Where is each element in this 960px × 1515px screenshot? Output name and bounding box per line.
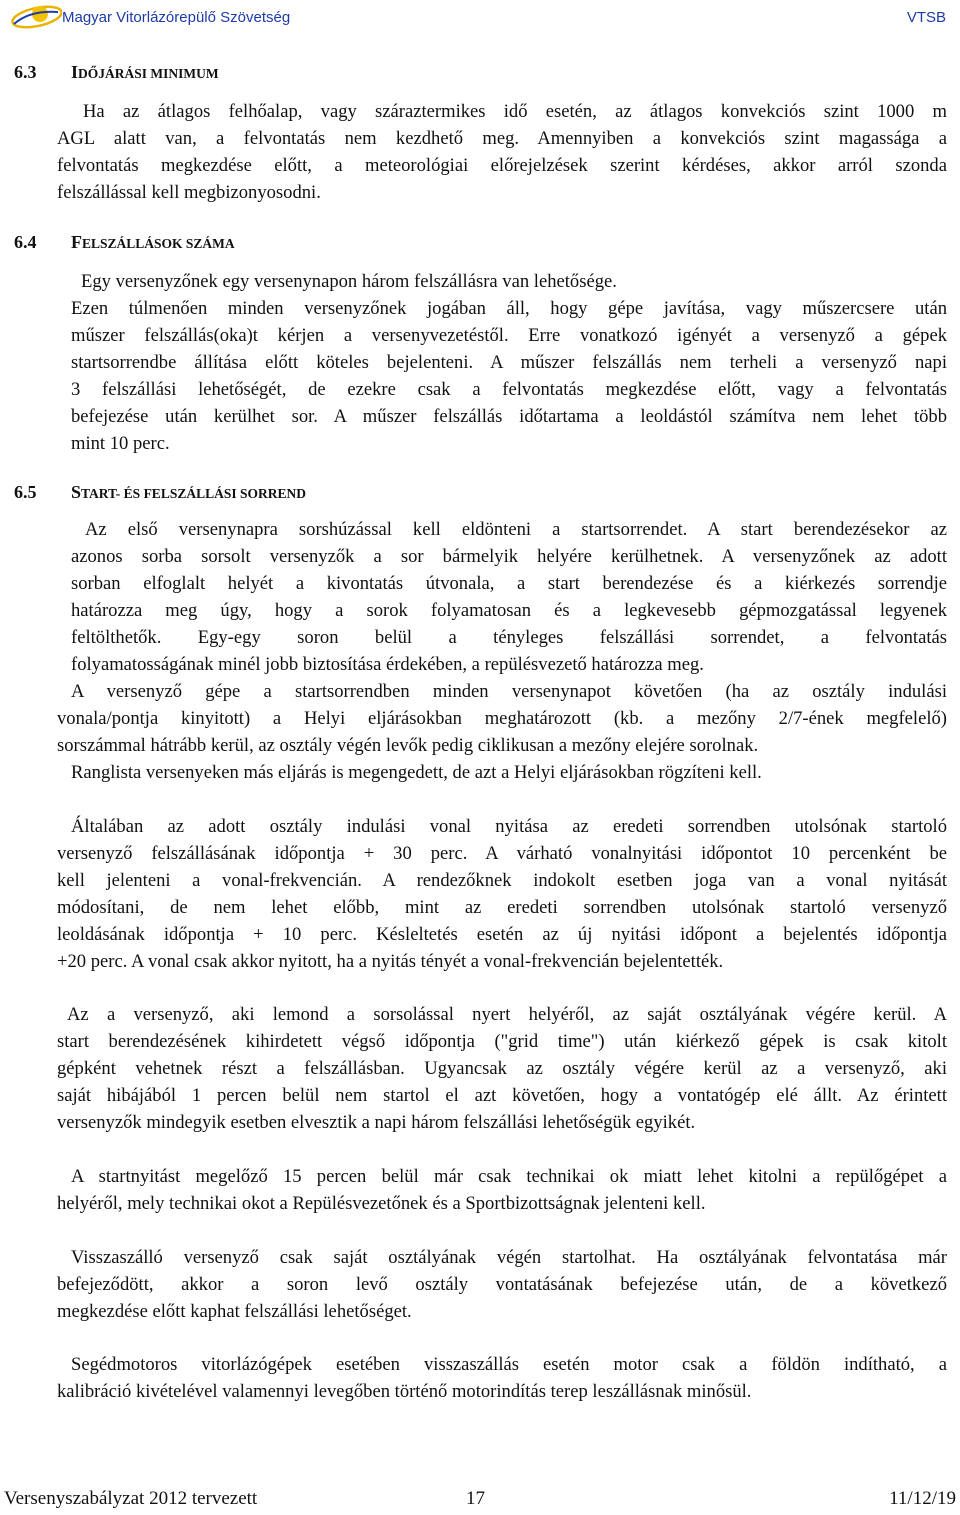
paragraph-6-5-1: Az első versenynapra sorshúzással kell eldönteni a startsorrendet. A start berendezésekor az azonos sorba sorsolt versenyzők a sor bármelyik helyére kerülhetnek. A versenyzőnek az adott sorban elfoglalt helyét a kivontatás útvonala, a start berendezése és a kiérkezés sorrendje határozza meg úgy, hogy a sorok folyamatosan és a legkevesebb gépmozgatással legyenek feltölthetők. Egy-egy soron belül a tényleges felszállási sorrendet, a felvontatás folyamatosságának minél jobb biztosítása érdekében, a repülésvezető határozza meg. xyxy=(71,519,947,675)
paragraph-6-5-3: Általában az adott osztály indulási vonal nyitása az eredeti sorrendben utolsónak startoló versenyző felszállásának időpontja + 30 perc. A várható vonalnyitási időpontot 10 percenként be kell jelenteni a vonal-frekvencián. A rendezőknek indokolt esetben joga van a vonal nyitását módosítani, de nem lehet előbb, mint az eredeti sorrendben utolsónak startoló versenyző leoldásának időpontja + 10 perc. Késleltetés esetén az új nyitási időpont a bejelentés időpontja +20 perc. A vonal csak akkor nyitott, ha a nyitás tényét a vonal-frekvencián bejelentették. xyxy=(57,816,947,972)
section-title: IDŐJÁRÁSI MINIMUM xyxy=(71,62,219,82)
paragraph-6-5-6: Visszaszálló versenyző csak saját osztályának végén startolhat. Ha osztályának felvontatása már befejeződött, akkor a soron levő osztály vontatásának befejezése után, de a következő megkezdése előtt kaphat felszállási lehetőséget. xyxy=(57,1247,947,1322)
section-title: FELSZÁLLÁSOK SZÁMA xyxy=(71,232,235,252)
footer-document-title: Versenyszabályzat 2012 tervezett xyxy=(4,1488,258,1509)
paragraph-6-5-4: Az a versenyző, aki lemond a sorsolással nyert helyéről, az saját osztályának végére kerül. A start berendezésének kihirdetett végső időpontja ("grid time") után kiérkező gépek is csak kitolt gépként vehetnek részt a felszállásban. Ugyancsak az osztály végére kerül az a versenyző, aki saját hibájából 1 percen belül nem startol el azt követően, hogy a vontatógép elé állt. Az érintett versenyzők mindegyik esetben elvesztik a napi három felszállási lehetőségük egyikét. xyxy=(57,1004,947,1133)
section-number: 6.5 xyxy=(14,482,37,502)
section-number: 6.3 xyxy=(14,62,37,82)
page-header xyxy=(0,0,960,38)
paragraph-6-4: Egy versenyzőnek egy versenynapon három felszállásra van lehetősége. Ezen túlmenően minden versenyzőnek jogában áll, hogy gépe javítása, vagy műszercsere után műszer felszállás(oka)t kérjen a versenyvezetéstől. Erre vonatkozó igényét a versenyző a gépek startsorrendbe állítása előtt köteles bejelenteni. A műszer felszállás nem terheli a versenyző napi 3 felszállási lehetőségét, de ezekre csak a felvontatás megkezdése előtt, vagy a felvontatás befejezése után kerülhet sor. A műszer felszállás időtartama a leoldástól számítva nem lehet több mint 10 perc. xyxy=(71,271,947,454)
page-number: 17 xyxy=(466,1488,485,1509)
sun-swoosh-logo-icon xyxy=(10,2,62,32)
section-title: START- ÉS FELSZÁLLÁSI SORREND xyxy=(71,482,306,502)
paragraph-6-5-2: A versenyző gépe a startsorrendben minden versenynapot követően (ha az osztály indulási vonala/pontja kinyitott) a Helyi eljárásokban meghatározott (kb. a mezőny 2/7-ének megfelelő) sorszámmal hátrább kerül, az osztály végén levők pedig ciklikusan a mezőny elejére sorolnak. Ranglista versenyeken más eljárás is megengedett, de azt a Helyi eljárásokban rögzíteni kell. xyxy=(57,681,947,783)
section-number: 6.4 xyxy=(14,232,37,252)
organization-name: Magyar Vitorlázórepülő Szövetség xyxy=(62,9,291,26)
paragraph-6-5-7: Segédmotoros vitorlázógépek esetében visszaszállás esetén motor csak a földön indítható, a kalibráció kivételével valamennyi levegőben történő motorindítás terep leszállásnak minősül. xyxy=(57,1354,947,1402)
document-code: VTSB xyxy=(906,9,946,26)
paragraph-6-5-5: A startnyitást megelőző 15 percen belül már csak technikai ok miatt lehet kitolni a repülőgépet a helyéről, mely technikai okot a Repülésvezetőnek és a Sportbizottságnak jelenteni kell. xyxy=(57,1166,947,1214)
footer-date: 11/12/19 xyxy=(889,1488,956,1509)
paragraph-6-3: Ha az átlagos felhőalap, vagy száraztermikes idő esetén, az átlagos konvekciós szint 1000 m AGL alatt van, a felvontatás nem kezdhető meg. Amennyiben a konvekciós szint magassága a felvontatás megkezdése előtt, a meteorológiai előrejelzések szerint kérdéses, akkor arról szonda felszállással kell megbizonyosodni. xyxy=(57,101,947,203)
